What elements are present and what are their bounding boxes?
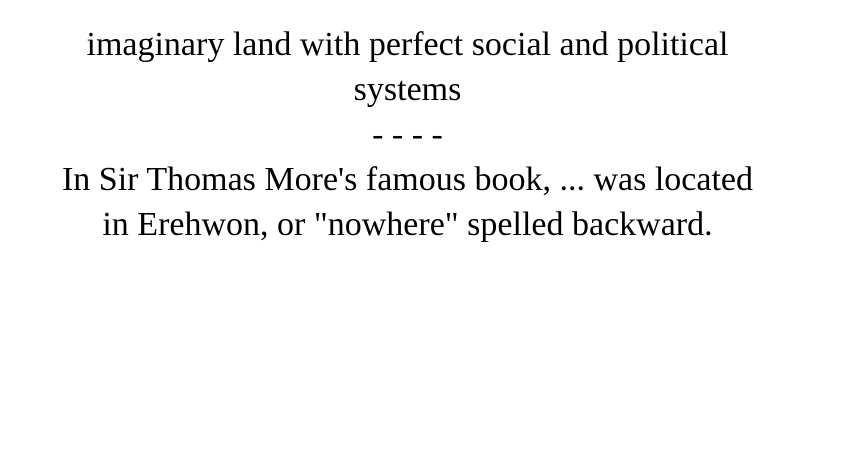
example-sentence: In Sir Thomas More's famous book, ... was located in Erehwon, or "nowhere" spelled backward. — [61, 161, 754, 243]
flashcard — [55, 22, 760, 247]
separator: - - - - — [372, 116, 443, 153]
definition-text: imaginary land with perfect social and political systems — [86, 26, 729, 108]
